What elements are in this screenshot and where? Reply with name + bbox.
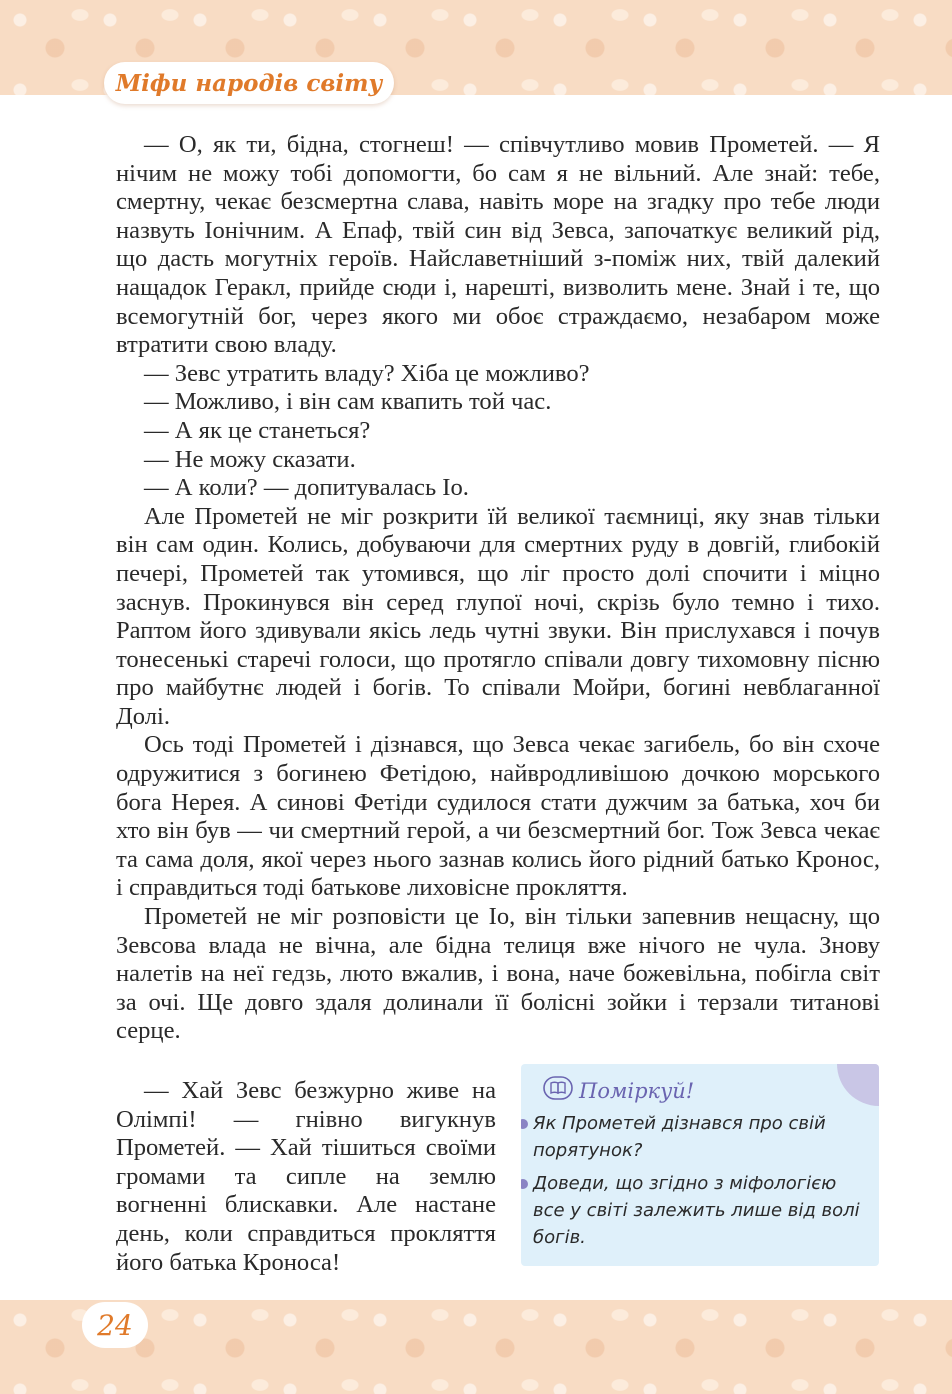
paragraph: — А коли? — допитувалась Іо.	[144, 474, 469, 502]
question-text: Як Прометей дізнався про свій порятунок?	[533, 1113, 826, 1161]
section-title: Міфи народів світу	[115, 69, 383, 97]
paragraph: Але Прометей не міг розкрити їй великої таємниці, яку знав тільки він сам один. Колись, добуваючи для смертних руду в довгій, глибокій печері, Прометей так утомився, що ліг просто долі спочити і міцно заснув. Прокинувся він серед глупої ночі, скрізь було темно і тихо. Раптом його здивували якісь ледь чутні звуки. Він прислухався і почув тонесенькі старечі голоси, що протягло співали довгу тихомовну пісню про майбутнє людей і богів. То співали Мойри, богині невблаганної Долі.	[116, 502, 880, 730]
paragraph: Ось тоді Прометей і дізнався, що Зевса чекає загибель, бо він схоче одружитися з богинею Фетідою, найвродливішою дочкою морського бога Нерея. А синові Фетіди судилося стати дужчим за батька, хоч би хто він був — чи смертний герой, а чи безсмертний бог. Тож Зевса чекає та сама доля, якої через нього зазнав колись його рідний батько Кронос, і справдиться тоді батькове лиховісне прокляття.	[116, 731, 880, 902]
closing-text	[116, 1077, 496, 1277]
section-header	[104, 62, 394, 104]
paragraph: — О, як ти, бідна, стогнеш! — співчутливо мовив Прометей. — Я нічим не можу тобі допомогти, бо сам я не вільний. Але знай: тебе, смертну, чекає безсмертна слава, навіть море на згадку про тебе люди назвуть Іонічним. А Епаф, твій син від Зевса, започаткує великий рід, що дасть могутніх героїв. Найславетніший з-поміж них, твій далекий нащадок Геракл, прийде сюди і, нарешті, визволить мене. Знай і те, що всемогутній бог, через якого ми обоє страждаємо, незабаром може втратити свою владу.	[116, 131, 880, 359]
paragraph: — Не можу сказати.	[144, 445, 356, 473]
paragraph: — А як це станеться?	[144, 416, 371, 444]
question-list	[521, 1110, 861, 1257]
main-text	[116, 131, 880, 1046]
bullet-icon	[521, 1179, 528, 1189]
paragraph: — Можливо, і він сам квапить той час.	[144, 388, 552, 416]
book-icon	[543, 1076, 573, 1105]
think-box-header	[543, 1076, 694, 1105]
page-number: 24	[97, 1308, 133, 1342]
think-box-title: Поміркуй!	[579, 1078, 695, 1103]
think-box	[521, 1064, 879, 1266]
question-text: Доведи, що згідно з міфологією все у світі залежить лише від волі богів.	[533, 1173, 860, 1248]
paragraph: Прометей не міг розповісти це Іо, він тільки запевнив нещасну, що Зевсова влада не вічна, але бідна телиця вже нічого не чула. Знову налетів на неї гедзь, люто вжалив, і вона, наче божевільна, побігла світ за очі. Ще довго здаля долинали її болісні зойки і терзали титанові серце.	[116, 903, 880, 1045]
bullet-icon	[521, 1119, 528, 1129]
list-item	[521, 1170, 861, 1251]
decorative-corner	[837, 1064, 879, 1106]
list-item	[521, 1110, 861, 1164]
paragraph: — Зевс утратить владу? Хіба це можливо?	[144, 359, 590, 387]
paragraph: — Хай Зевс безжурно живе на Олімпі! — гнівно вигукнув Прометей. — Хай тішиться своїми громами та сипле на землю вогненні блискавки. Але настане день, коли справдиться прокляття його батька Кроноса!	[116, 1077, 496, 1276]
page-number-badge	[82, 1302, 148, 1348]
